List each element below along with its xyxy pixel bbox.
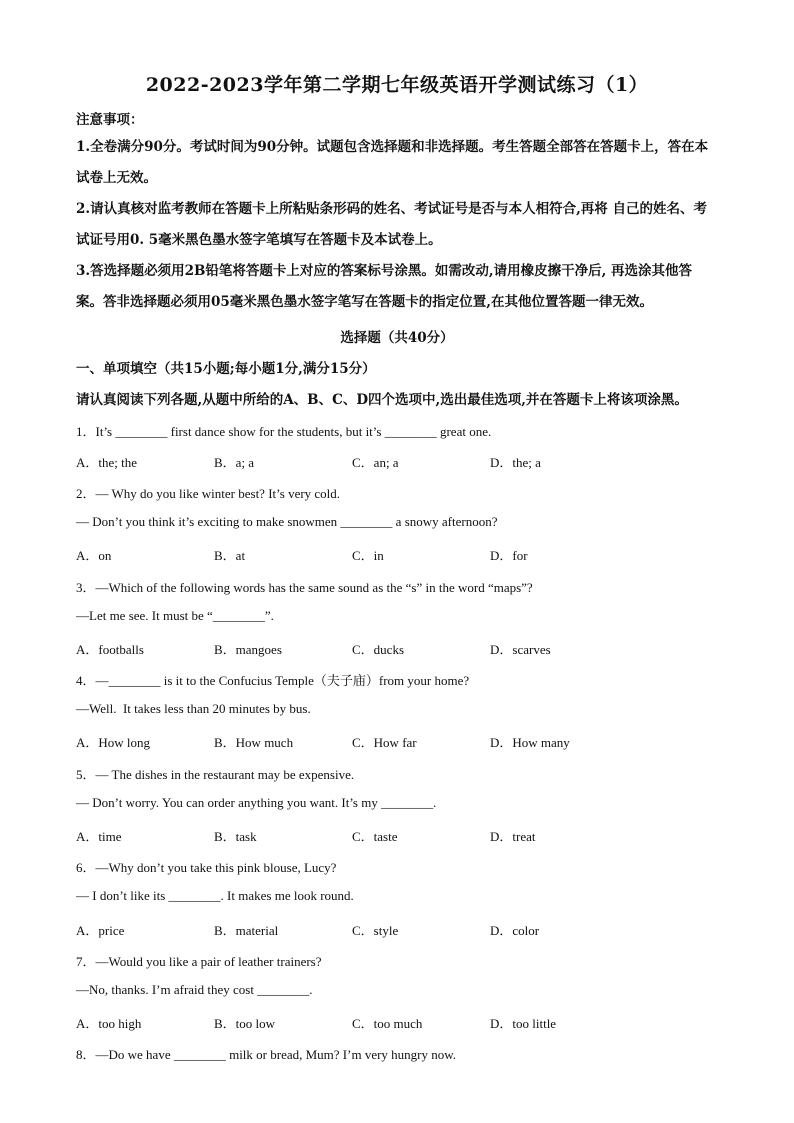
option-c[interactable]: C．ducks	[352, 642, 405, 657]
option-b[interactable]: B．too low	[214, 1016, 276, 1031]
section-title: 选择题（共40分）	[340, 330, 454, 346]
question-8-line-1: 8．—Do we have ________ milk or bread, Mum? I’m very hungry now.	[76, 1047, 457, 1062]
question-7-options	[76, 1013, 716, 1031]
option-b[interactable]: B．task	[214, 829, 257, 844]
question-6-options	[76, 920, 716, 938]
option-a[interactable]: A．on	[76, 548, 112, 563]
question-7-line-1: 7．—Would you like a pair of leather trainers?	[76, 954, 322, 969]
instruction-text: 请认真阅读下列各题,从题中所给的A、B、C、D四个选项中,选出最佳选项,并在答题卡上将该项涂黑。	[76, 392, 688, 408]
question-2-line-1: 2．— Why do you like winter best? It’s very cold.	[76, 486, 341, 501]
part-heading: 一、单项填空（共15小题;每小题1分,满分15分）	[76, 361, 376, 377]
question-4-line-2: —Well. It takes less than 20 minutes by bus.	[76, 701, 311, 716]
question-2-line-2: — Don’t you think it’s exciting to make snowmen ________ a snowy afternoon?	[76, 514, 498, 529]
question-2-options	[76, 545, 716, 563]
option-c[interactable]: C．taste	[352, 829, 398, 844]
option-d[interactable]: D．too little	[490, 1016, 557, 1031]
question-4-line-1: 4．—________ is it to the Confucius Temple（夫子庙）from your home?	[76, 673, 470, 688]
question-6-line-1: 6．—Why don’t you take this pink blouse, Lucy?	[76, 860, 337, 875]
option-c[interactable]: C．How far	[352, 735, 417, 750]
option-a[interactable]: A．too high	[76, 1016, 142, 1031]
question-4-options	[76, 732, 716, 750]
page-title: 2022-2023学年第二学期七年级英语开学测试练习（1）	[145, 74, 649, 96]
option-a[interactable]: A．How long	[76, 735, 151, 750]
option-b[interactable]: B．at	[214, 548, 246, 563]
option-d[interactable]: D．How many	[490, 735, 570, 750]
option-c[interactable]: C．too much	[352, 1016, 423, 1031]
option-b[interactable]: B．mangoes	[214, 642, 282, 657]
question-1-line-1: 1．It’s ________ first dance show for the students, but it’s ________ great one.	[76, 424, 492, 439]
question-7-line-2: —No, thanks. I’m afraid they cost ________.	[76, 982, 313, 997]
question-3-line-2: —Let me see. It must be “________”.	[76, 608, 274, 623]
question-3-line-1: 3．—Which of the following words has the same sound as the “s” in the word “maps”?	[76, 580, 533, 595]
option-c[interactable]: C．style	[352, 923, 399, 938]
option-d[interactable]: D．color	[490, 923, 540, 938]
option-d[interactable]: D．for	[490, 548, 528, 563]
option-a[interactable]: A．price	[76, 923, 125, 938]
question-1-options	[76, 452, 716, 470]
question-5-options	[76, 826, 716, 844]
question-6-line-2: — I don’t like its ________. It makes me look round.	[76, 888, 354, 903]
option-b[interactable]: B．a; a	[214, 455, 255, 470]
notice-item-2: 2.请认真核对监考教师在答题卡上所粘贴条形码的姓名、考试证号是否与本人相符合,再将 自己的姓名、考试证号用0. 5毫米黑色墨水签字笔填写在答题卡及本试卷上。	[76, 201, 707, 248]
notice-item-1: 1.全卷满分90分。考试时间为90分钟。试题包含选择题和非选择题。考生答题全部答在答题卡上，答在本试卷上无效。	[76, 139, 709, 186]
question-5-line-2: — Don’t worry. You can order anything you want. It’s my ________.	[76, 795, 437, 810]
option-c[interactable]: C．an; a	[352, 455, 399, 470]
notice-item-3: 3.答选择题必须用2B铅笔将答题卡上对应的答案标号涂黑。如需改动,请用橡皮擦干净后, 再选涂其他答案。答非选择题必须用05毫米黑色墨水签字笔写在答题卡的指定位置,在其他位置答题一律无效。	[76, 263, 692, 310]
option-d[interactable]: D．treat	[490, 829, 536, 844]
option-b[interactable]: B．How much	[214, 735, 294, 750]
option-d[interactable]: D．scarves	[490, 642, 551, 657]
option-b[interactable]: B．material	[214, 923, 279, 938]
option-a[interactable]: A．the; the	[76, 455, 138, 470]
option-d[interactable]: D．the; a	[490, 455, 541, 470]
notice-heading: 注意事项：	[76, 112, 144, 128]
option-c[interactable]: C．in	[352, 548, 384, 563]
option-a[interactable]: A．footballs	[76, 642, 144, 657]
question-5-line-1: 5．— The dishes in the restaurant may be expensive.	[76, 767, 355, 782]
question-3-options	[76, 639, 716, 657]
option-a[interactable]: A．time	[76, 829, 122, 844]
